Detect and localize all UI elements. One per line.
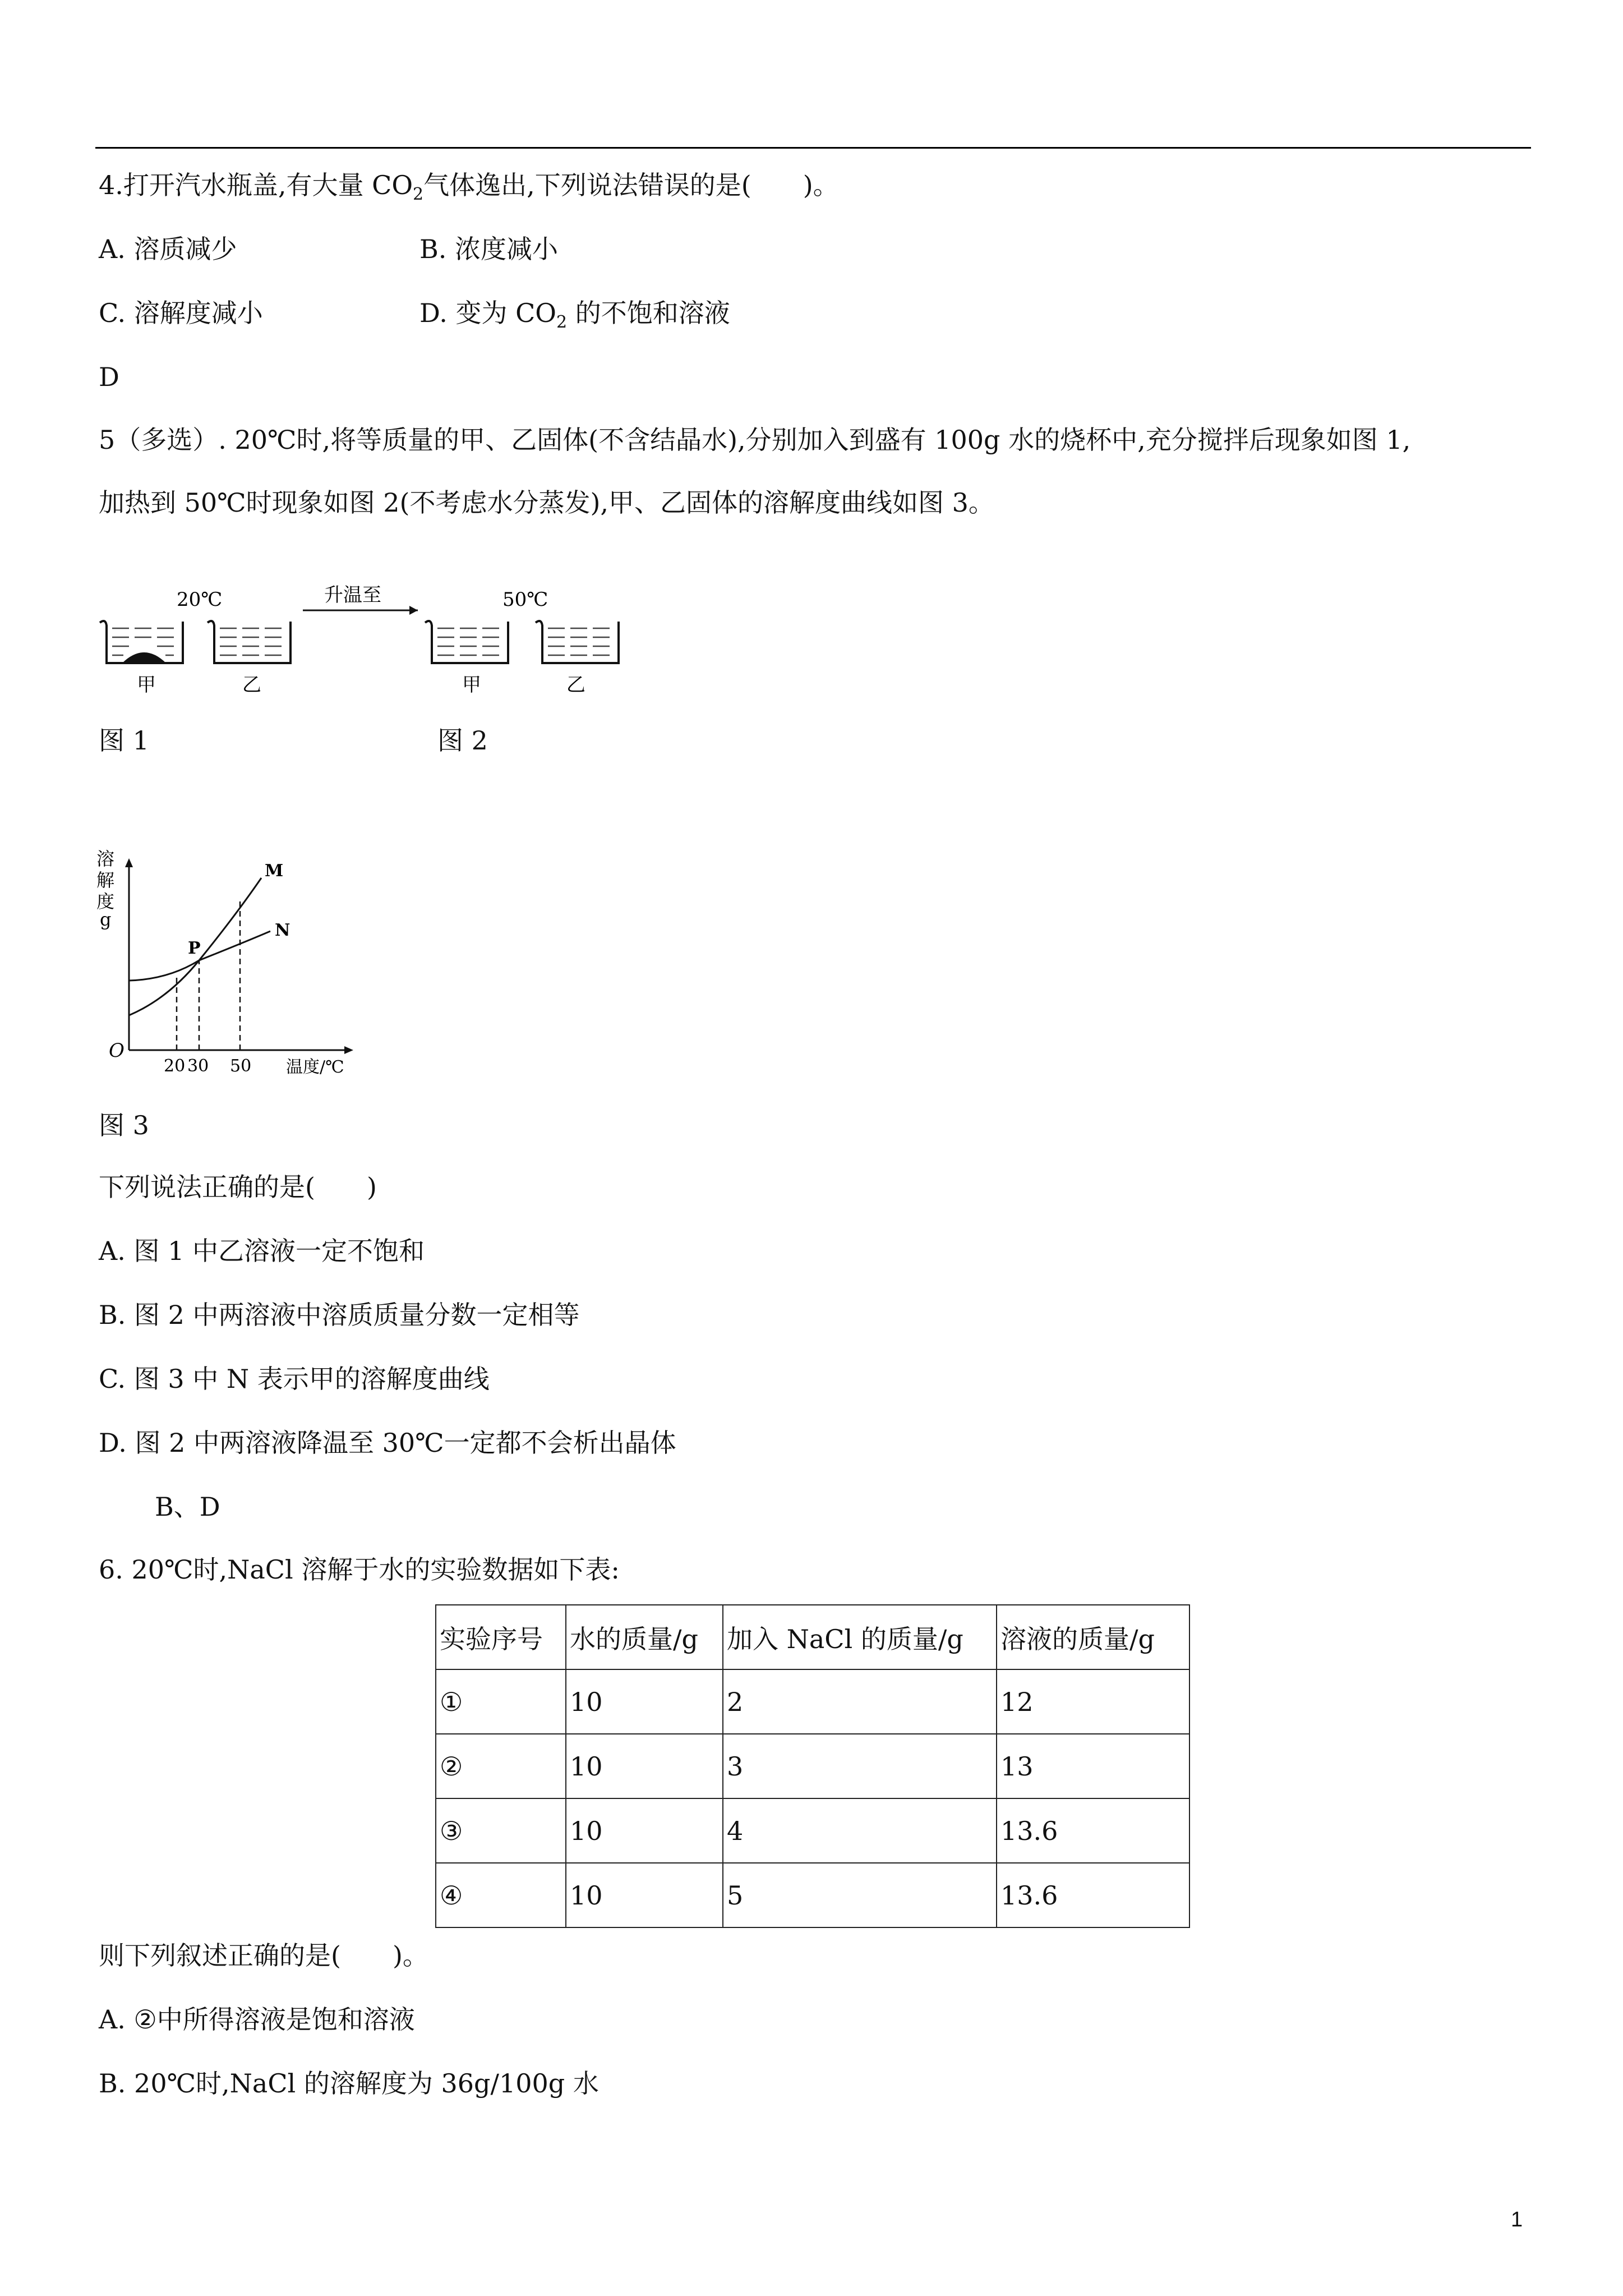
beaker-label-jia-1: 甲 [137,674,156,696]
arrow-head-icon [409,606,418,615]
q4-option-c: C. 溶解度减小 [99,298,263,328]
figure-1-2-beakers [90,539,651,707]
fig2-caption: 图 2 [437,725,488,756]
fig3-caption: 图 3 [99,1110,149,1140]
table-cell: 10 [566,1798,723,1863]
beaker-yi-fig2 [536,621,619,663]
page-number: 1 [1511,2208,1523,2231]
beaker-jia-fig2 [425,621,508,663]
table-cell: 10 [566,1734,723,1798]
column-header: 加入 NaCl 的质量/g [723,1605,997,1669]
table-cell: 10 [566,1669,723,1734]
table-row [436,1734,1189,1798]
table-cell: 2 [723,1669,997,1734]
header-rule [95,147,1531,149]
q4-option-b: B. 浓度减小 [419,234,559,264]
nacl-data-table [435,1604,1190,1928]
svg-text:度: 度 [96,891,115,912]
svg-text:溶: 溶 [96,848,115,869]
intersection-p-label: P [188,938,201,958]
beaker-label-jia-2: 甲 [462,674,481,696]
table-cell: ③ [436,1798,566,1863]
svg-text:g: g [100,909,112,930]
svg-text:20: 20 [164,1056,186,1076]
column-header: 水的质量/g [566,1605,723,1669]
table-cell: 13 [997,1734,1189,1798]
beaker-label-yi-1: 乙 [242,674,261,696]
beaker-yi-fig1 [208,621,291,663]
svg-text:解: 解 [96,869,115,891]
column-header: 实验序号 [436,1605,566,1669]
q5-option-d: D. 图 2 中两溶液降温至 30℃一定都不会析出晶体 [99,1428,676,1458]
table-cell: ① [436,1669,566,1734]
column-header: 溶液的质量/g [997,1605,1189,1669]
q5-stem-line1: 5（多选）. 20℃时,将等质量的甲、乙固体(不含结晶水),分别加入到盛有 100g 水的烧杯中,充分搅拌后现象如图 1, [99,425,1411,455]
q4-option-d: D. 变为 $CO_2$ 的不饱和溶液 [419,298,730,332]
fig1-caption: 图 1 [99,725,149,756]
origin-label: O [109,1039,125,1062]
table-cell: 4 [723,1798,997,1863]
table-cell: 3 [723,1734,997,1798]
svg-text:30: 30 [187,1056,209,1076]
x-ticks [164,1056,251,1076]
q5-answer: B、D [155,1492,220,1522]
q6-stem: 6. 20℃时,NaCl 溶解于水的实验数据如下表: [99,1554,620,1585]
table-cell: 10 [566,1863,723,1927]
q4-answer: D [99,362,119,392]
fig2-temperature-label: 50℃ [502,588,548,611]
table-row [436,1669,1189,1734]
q6-option-b: B. 20℃时,NaCl 的溶解度为 36g/100g 水 [99,2068,599,2099]
table-cell: 13.6 [997,1863,1189,1927]
q4-stem: 4.打开汽水瓶盖,有大量 $CO_2$气体逸出,下列说法错误的是( )。 [99,170,839,204]
y-axis-label [96,848,114,930]
x-axis-arrow-icon [344,1046,353,1054]
table-row [436,1798,1189,1863]
table-cell: ④ [436,1863,566,1927]
q5-option-c: C. 图 3 中 N 表示甲的溶解度曲线 [99,1364,490,1394]
table-cell: 13.6 [997,1798,1189,1863]
q4-option-a: A. 溶质减少 [99,234,237,264]
table-cell: 12 [997,1669,1189,1734]
svg-text:50: 50 [230,1056,252,1076]
table-header-row [436,1605,1189,1669]
undissolved-solid [122,652,166,663]
beaker-label-yi-2: 乙 [566,674,585,696]
q6-question: 则下列叙述正确的是( )。 [99,1940,428,1971]
fig1-temperature-label: 20℃ [177,588,223,611]
q5-option-a: A. 图 1 中乙溶液一定不饱和 [99,1236,425,1266]
arrow-label: 升温至 [324,584,381,606]
q5-option-b: B. 图 2 中两溶液中溶质质量分数一定相等 [99,1300,580,1330]
beaker-jia-fig1 [100,620,183,663]
curve-n-label: N [275,921,291,940]
table-cell: ② [436,1734,566,1798]
y-axis-arrow-icon [125,858,133,867]
x-axis-label: 温度/℃ [286,1057,344,1077]
curve-m-label: M [265,861,284,881]
q5-stem-line2: 加热到 50℃时现象如图 2(不考虑水分蒸发),甲、乙固体的溶解度曲线如图 3。 [99,487,994,518]
table-cell: 5 [723,1863,997,1927]
figure-3-solubility-curves [90,841,381,1088]
q5-question: 下列说法正确的是( ) [99,1172,377,1202]
table-row [436,1863,1189,1927]
q6-option-a: A. ②中所得溶液是饱和溶液 [99,2004,415,2035]
